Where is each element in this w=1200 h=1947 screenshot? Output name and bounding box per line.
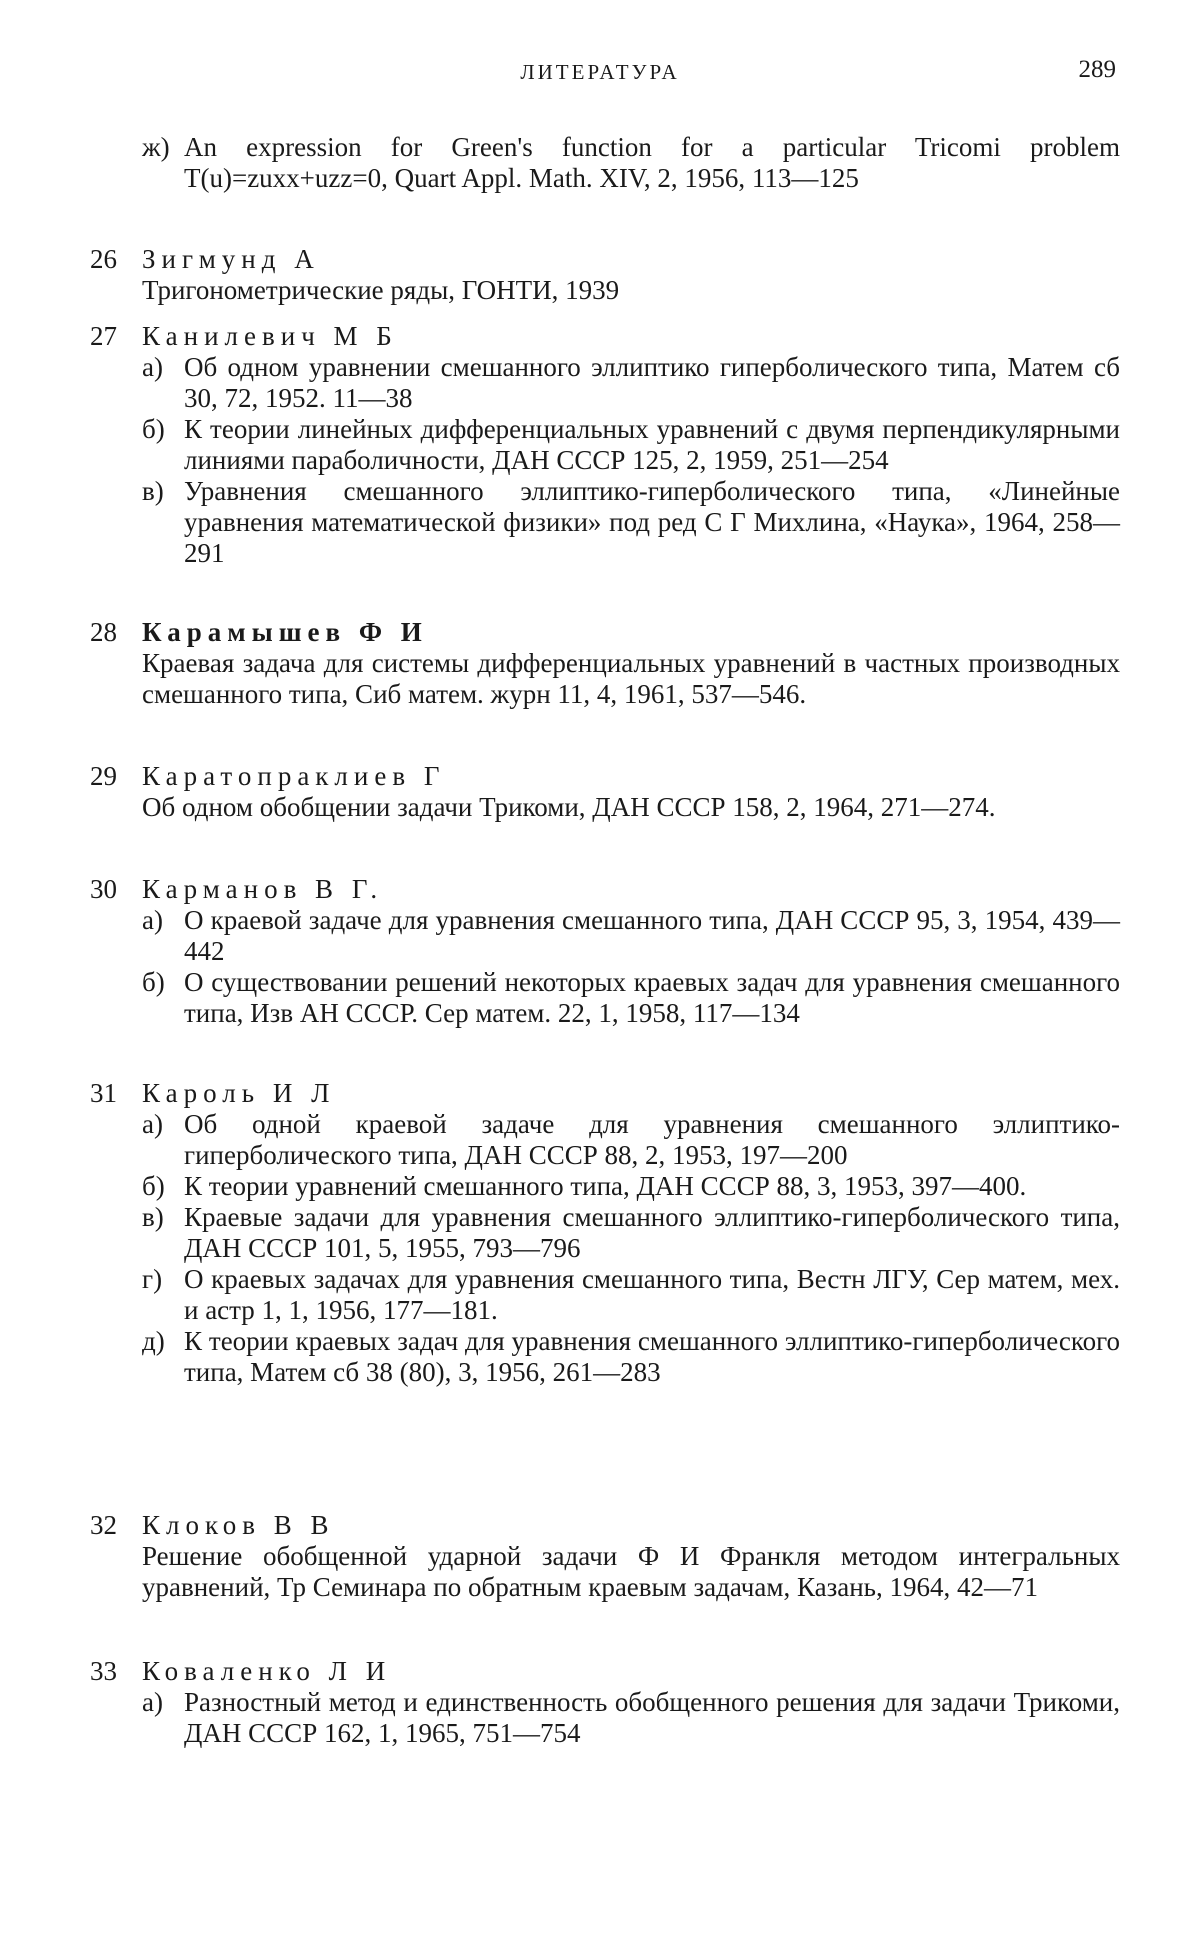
reference-author: Коваленко Л И: [142, 1656, 392, 1686]
reference-entry: [90, 1510, 1120, 1603]
reference-entry: [90, 874, 1120, 1029]
subitem-marker: б): [142, 967, 165, 997]
reference-subitem: [142, 1202, 1120, 1264]
reference-number: 32: [90, 1510, 117, 1540]
reference-entry: [90, 617, 1120, 710]
reference-entry: [90, 321, 1120, 569]
subitem-text: Об одном уравнении смешанного эллиптико гиперболического типа, Матем сб 30, 72, 1952. 11—38: [184, 352, 1120, 413]
running-header-title: ЛИТЕРАТУРА: [520, 60, 680, 84]
reference-number: 27: [90, 321, 117, 351]
reference-author: Карамышев Ф И: [142, 617, 428, 647]
reference-subitem: [142, 905, 1120, 967]
page-number: 289: [1078, 56, 1116, 83]
reference-body: Краевая задача для системы дифференциальных уравнений в частных производных смешанного типа, Сиб матем. журн 11, 4, 1961, 537—546.: [142, 648, 1120, 709]
subitem-marker: а): [142, 905, 163, 935]
reference-number: 33: [90, 1656, 117, 1686]
subitem-marker: в): [142, 476, 164, 506]
subitem-marker: г): [142, 1264, 163, 1294]
reference-body: Тригонометрические ряды, ГОНТИ, 1939: [142, 275, 620, 305]
reference-subitem: [142, 1326, 1120, 1388]
subitem-text: О краевой задаче для уравнения смешанного типа, ДАН СССР 95, 3, 1954, 439—442: [184, 905, 1120, 966]
reference-author: Каратопраклиев Г: [142, 761, 446, 791]
reference-author: Зигмунд А: [142, 244, 320, 274]
reference-subitem: [142, 1264, 1120, 1326]
reference-author: Канилевич М Б: [142, 321, 398, 351]
subitem-marker: б): [142, 1171, 165, 1201]
subitem-marker: а): [142, 1109, 163, 1139]
subitem-marker: в): [142, 1202, 164, 1232]
subitem-text: О существовании решений некоторых краевых задач для уравнения смешанного типа, Изв АН СССР. Сер матем. 22, 1, 1958, 117—134: [184, 967, 1120, 1028]
reference-subitem: [142, 476, 1120, 569]
reference-subitem: [142, 414, 1120, 476]
reference-subitem: [142, 1171, 1120, 1202]
subitem-text: О краевых задачах для уравнения смешанного типа, Вестн ЛГУ, Сер матем, мех. и астр 1, 1, 1956, 177—181.: [184, 1264, 1120, 1325]
subitem-text: К теории линейных дифференциальных уравнений с двумя перпендикулярными линиями параболичности, ДАН СССР 125, 2, 1959, 251—254: [184, 414, 1120, 475]
subitem-text: An expression for Green's function for a particular Tricomi problem T(u)=zuxx+uzz=0, Quart Appl. Math. XIV, 2, 1956, 113—125: [184, 132, 1120, 193]
subitem-marker: а): [142, 352, 163, 382]
reference-author: Клоков В В: [142, 1510, 335, 1540]
reference-subitem: [142, 1687, 1120, 1749]
reference-entry: [90, 1656, 1120, 1749]
subitem-marker: д): [142, 1326, 165, 1356]
reference-number: 29: [90, 761, 117, 791]
subitem-text: Уравнения смешанного эллиптико-гиперболического типа, «Линейные уравнения математической физики» под ред С Г Михлина, «Наука», 1964, 258—291: [184, 476, 1120, 568]
reference-entry: [90, 761, 1120, 823]
reference-number: 30: [90, 874, 117, 904]
subitem-text: К теории уравнений смешанного типа, ДАН СССР 88, 3, 1953, 397—400.: [184, 1171, 1027, 1201]
reference-entry: [90, 244, 1120, 306]
reference-number: 31: [90, 1078, 117, 1108]
reference-subitem: [142, 132, 1120, 194]
subitem-text: Разностный метод и единственность обобщенного решения для задачи Трикоми, ДАН СССР 162, 1, 1965, 751—754: [184, 1687, 1120, 1748]
reference-continuation: [90, 132, 1120, 194]
subitem-marker: б): [142, 414, 165, 444]
reference-body: Об одном обобщении задачи Трикоми, ДАН СССР 158, 2, 1964, 271—274.: [142, 792, 996, 822]
reference-number: 28: [90, 617, 117, 647]
reference-author: Карманов В Г.: [142, 874, 384, 904]
subitem-marker: ж): [142, 132, 170, 162]
subitem-text: Об одной краевой задаче для уравнения смешанного эллиптико-гиперболического типа, ДАН СССР 88, 2, 1953, 197—200: [184, 1109, 1120, 1170]
reference-subitem: [142, 1109, 1120, 1171]
subitem-text: Краевые задачи для уравнения смешанного эллиптико-гиперболического типа, ДАН СССР 101, 5, 1955, 793—796: [184, 1202, 1120, 1263]
reference-subitem: [142, 967, 1120, 1029]
reference-author: Кароль И Л: [142, 1078, 336, 1108]
reference-subitem: [142, 352, 1120, 414]
reference-body: Решение обобщенной ударной задачи Ф И Франкля методом интегральных уравнений, Тр Семинара по обратным краевым задачам, Казань, 1964, 42—71: [142, 1541, 1120, 1602]
reference-number: 26: [90, 244, 117, 274]
subitem-text: К теории краевых задач для уравнения смешанного эллиптико-гиперболического типа, Матем сб 38 (80), 3, 1956, 261—283: [184, 1326, 1120, 1387]
reference-entry: [90, 1078, 1120, 1388]
subitem-marker: а): [142, 1687, 163, 1717]
